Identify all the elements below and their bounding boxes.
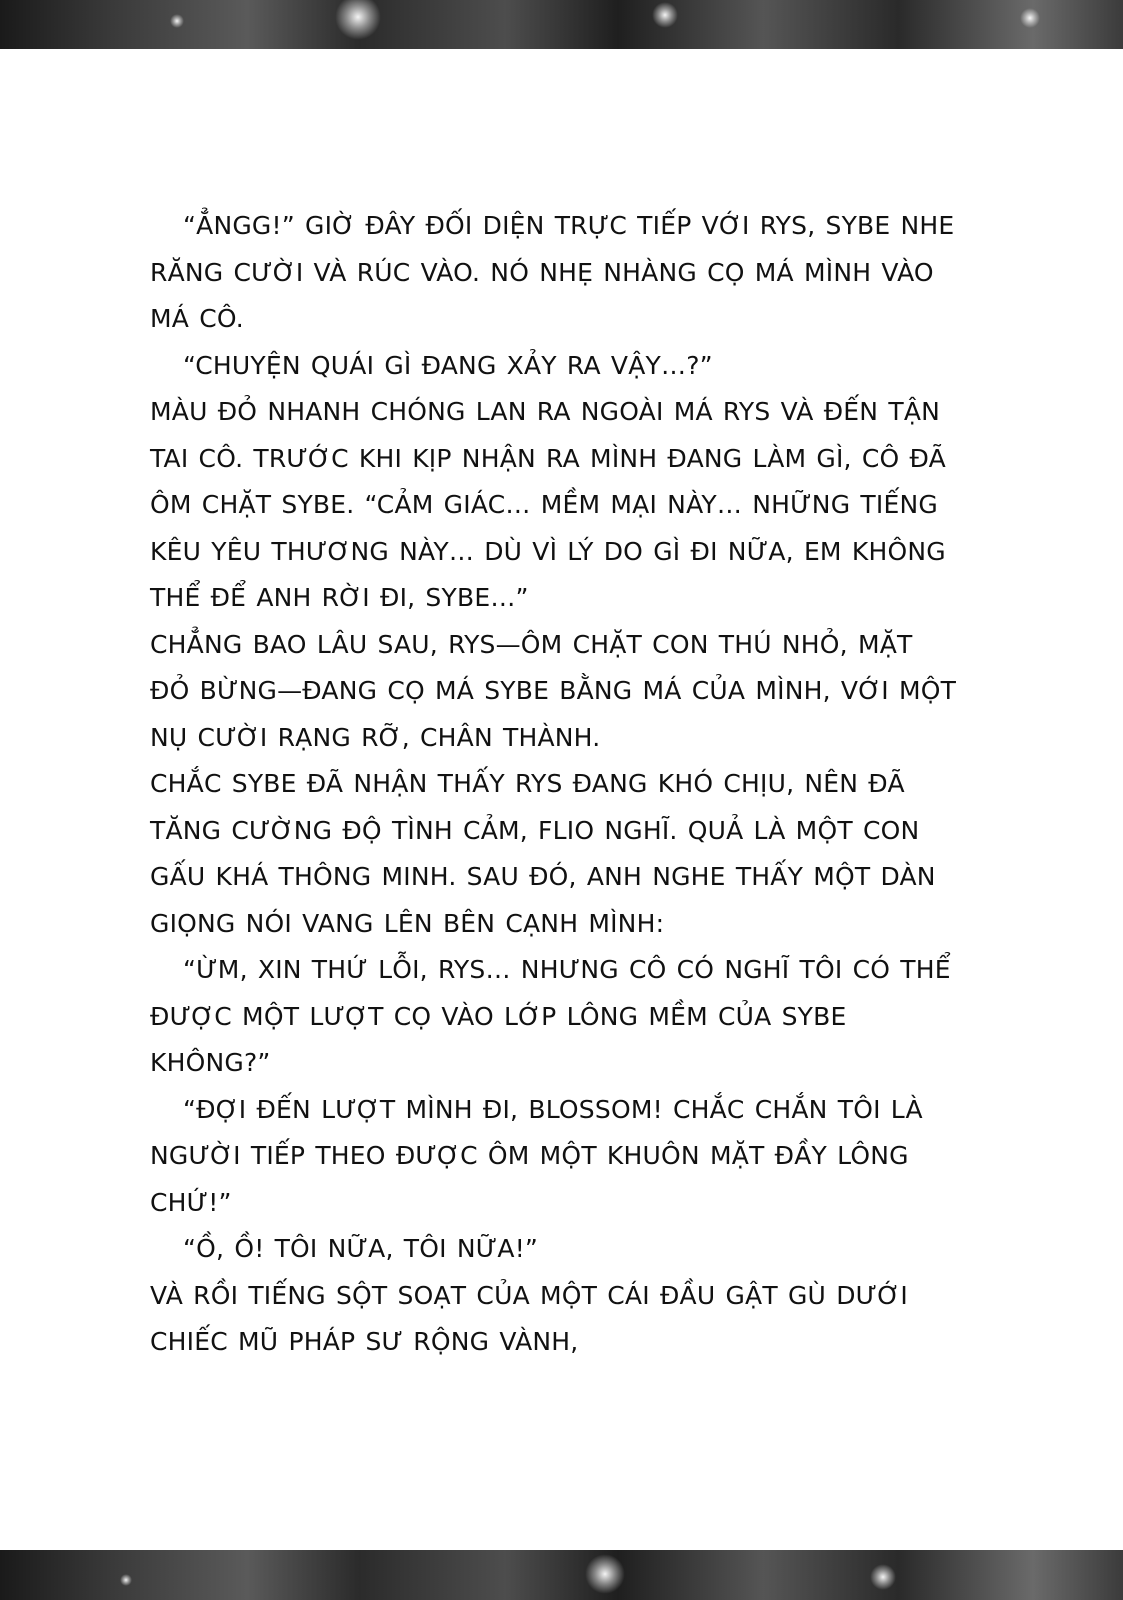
sparkle-decoration <box>652 2 678 28</box>
sparkle-decoration <box>120 1574 132 1586</box>
top-decorative-band <box>0 0 1123 49</box>
sparkle-decoration <box>335 0 381 40</box>
paragraph: CHẮC SYBE ĐÃ NHẬN THẤY RYS ĐANG KHÓ CHỊU, NÊN ĐÃ TĂNG CƯỜNG ĐỘ TÌNH CẢM, FLIO NGHĨ. QUẢ LÀ MỘT CON GẤU KHÁ THÔNG MINH. SAU ĐÓ, ANH NGHE THẤY MỘT DÀN GIỌNG NÓI VANG LÊN BÊN CẠNH MÌNH: <box>150 769 936 938</box>
paragraph: “ỪM, XIN THỨ LỖI, RYS… NHƯNG CÔ CÓ NGHĨ TÔI CÓ THỂ ĐƯỢC MỘT LƯỢT CỌ VÀO LỚP LÔNG MỀM CỦA SYBE KHÔNG?” <box>150 955 951 1077</box>
sparkle-decoration <box>170 14 184 28</box>
paragraph: “CHUYỆN QUÁI GÌ ĐANG XẢY RA VẬY…?” <box>183 350 713 380</box>
sparkle-decoration <box>870 1564 896 1590</box>
paragraph: CHẲNG BAO LÂU SAU, RYS—ÔM CHẶT CON THÚ NHỎ, MẶT ĐỎ BỪNG—ĐANG CỌ MÁ SYBE BẰNG MÁ CỦA MÌNH, VỚI MỘT NỤ CƯỜI RẠNG RỠ, CHÂN THÀNH. <box>150 629 957 752</box>
paragraph: “ẲNGG!” GIỜ ĐÂY ĐỐI DIỆN TRỰC TIẾP VỚI RYS, SYBE NHE RĂNG CƯỜI VÀ RÚC VÀO. NÓ NHẸ NHÀNG CỌ MÁ MÌNH VÀO MÁ CÔ. <box>150 211 955 333</box>
sparkle-decoration <box>1020 8 1040 28</box>
paragraph: VÀ RỒI TIẾNG SỘT SOẠT CỦA MỘT CÁI ĐẦU GẬT GÙ DƯỚI CHIẾC MŨ PHÁP SƯ RỘNG VÀNH, <box>150 1280 908 1356</box>
bottom-decorative-band <box>0 1550 1123 1600</box>
body-text <box>150 203 960 1366</box>
paragraph: “Ồ, Ồ! TÔI NỮA, TÔI NỮA!” <box>183 1234 539 1263</box>
paragraph: “ĐỢI ĐẾN LƯỢT MÌNH ĐI, BLOSSOM! CHẮC CHẮN TÔI LÀ NGƯỜI TIẾP THEO ĐƯỢC ÔM MỘT KHUÔN MẶT ĐẦY LÔNG CHỨ!” <box>150 1094 923 1217</box>
paragraph: MÀU ĐỎ NHANH CHÓNG LAN RA NGOÀI MÁ RYS VÀ ĐẾN TẬN TAI CÔ. TRƯỚC KHI KỊP NHẬN RA MÌNH ĐANG LÀM GÌ, CÔ ĐÃ ÔM CHẶT SYBE. “CẢM GIÁC… MỀM MẠI NÀY… NHỮNG TIẾNG KÊU YÊU THƯƠNG NÀY… DÙ VÌ LÝ DO GÌ ĐI NỮA, EM KHÔNG THỂ ĐỂ ANH RỜI ĐI, SYBE…” <box>150 397 946 612</box>
sparkle-decoration <box>585 1554 625 1594</box>
